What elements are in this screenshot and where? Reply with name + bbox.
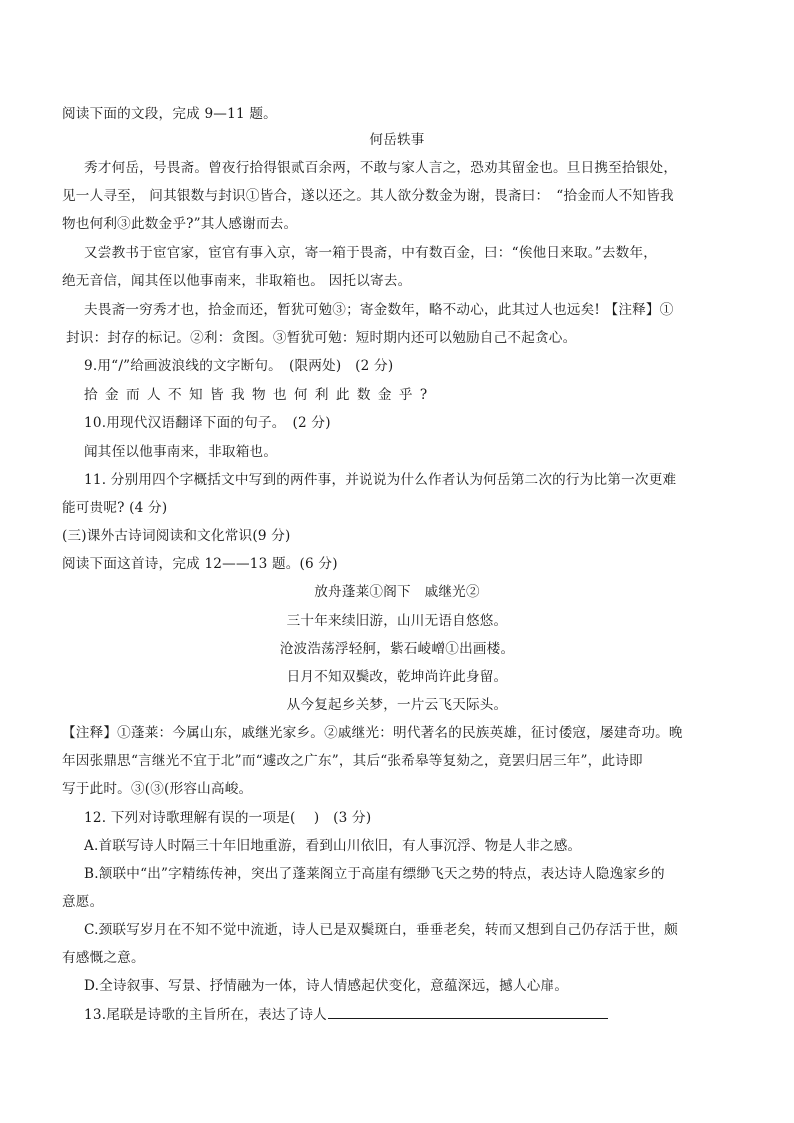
question-9-prompt: 9.用“/”给画波浪线的文字断句。 (限两处) (2 分) [84, 358, 394, 374]
question-12-option-b-line-2: 意愿。 [62, 894, 104, 910]
question-12-option-d: D.全诗叙事、写景、抒情融为一体，诗人情感起伏变化，意蕴深远，撼人心扉。 [84, 978, 569, 994]
prose-title: 何岳轶事 [369, 132, 425, 148]
poem-instruction: 阅读下面这首诗，完成 12——13 题。(6 分) [62, 556, 338, 572]
question-10-sentence: 闻其侄以他事南来，非取箱也。 [84, 444, 278, 460]
reading-instruction: 阅读下面的文段，完成 9—11 题。 [62, 106, 277, 122]
question-12-option-b-line-1: B.颔联中“出”字精练传神，突出了蓬莱阁立于高崖有缥缈飞天之势的特点，表达诗人隐逸家乡的 [84, 866, 665, 882]
poem-line-4: 从今复起乡关梦，一片云飞天际头。 [286, 697, 508, 713]
prose-paragraph-2-line-2: 绝无音信，闻其侄以他事南来，非取箱也。 因托以寄去。 [62, 273, 412, 289]
poem-notes-line-3: 写于此时。③(③(形容山高峻。 [62, 781, 253, 797]
question-13-line [84, 1004, 608, 1025]
prose-paragraph-1-line-1: 秀才何岳，号畏斋。曾夜行拾得银贰百余两，不敢与家人言之，恐劝其留金也。旦日携至拾银处， [84, 160, 678, 176]
poem-notes-line-1: 【注释】①蓬莱：今属山东，戚继光家乡。②戚继光：明代著名的民族英雄，征讨倭寇，屡建奇功。晚 [62, 725, 683, 741]
section-3-heading: (三)课外古诗词阅读和文化常识(9 分) [62, 528, 291, 544]
question-12-prompt: 12. 下列对诗歌理解有误的一项是( ) (3 分) [84, 810, 372, 826]
prose-paragraph-3-line-1: 夫畏斋一穷秀才也，拾金而还，暂犹可勉③；寄金数年，略不动心，此其过人也远矣! 【注释】① [84, 302, 674, 318]
question-12-option-a: A.首联写诗人时隔三十年旧地重游，看到山川依旧，有人事沉浮、物是人非之感。 [84, 838, 582, 854]
prose-paragraph-1-line-2: 见一人寻至， 问其银数与封识①皆合，遂以还之。其人欲分数金为谢，畏斋曰： “拾金而人不知皆我 [62, 188, 674, 204]
question-9-sentence: 拾金而人不知皆我物也何利此数金乎? [84, 387, 435, 403]
prose-paragraph-2-line-1: 又尝教书于宦官家，宦官有事入京，寄一箱于畏斋，中有数百金，曰：“俟他日来取。”去数年， [84, 245, 658, 261]
question-11-line-2: 能可贵呢? (4 分) [62, 500, 168, 516]
poem-notes-line-2: 年因张鼎思“言继光不宜于北”而“遽改之广东”，其后“张希皋等复劾之，竟罢归居三年”，此诗即 [62, 753, 643, 769]
question-10-prompt: 10.用现代汉语翻译下面的句子。 (2 分) [84, 415, 331, 431]
poem-title: 放舟蓬莱①阁下 戚继光② [314, 584, 480, 600]
question-11-line-1: 11. 分别用四个字概括文中写到的两件事，并说说为什么作者认为何岳第二次的行为比第一次更难 [84, 472, 677, 488]
question-13-prompt: 13.尾联是诗歌的主旨所在，表达了诗人 [84, 1007, 327, 1023]
question-12-option-c-line-1: C.颈联写岁月在不知不觉中流逝，诗人已是双鬓斑白，垂垂老矣，转而又想到自己仍存活于世，颇 [84, 922, 678, 938]
poem-line-3: 日月不知双鬓改，乾坤尚许此身留。 [286, 669, 508, 685]
prose-notes-line: 封识：封存的标记。②利：贪图。③暂犹可勉：短时期内还可以勉励自己不起贪心。 [66, 330, 577, 346]
question-12-option-c-line-2: 有感慨之意。 [62, 950, 145, 966]
prose-paragraph-1-line-3: 物也何利③此数金乎?”其人感谢而去。 [62, 216, 298, 232]
poem-line-2: 沧波浩荡浮轻舸，紫石崚嶒①出画楼。 [279, 641, 515, 657]
poem-line-1: 三十年来续旧游，山川无语自悠悠。 [286, 613, 508, 629]
answer-blank[interactable] [328, 1004, 608, 1019]
